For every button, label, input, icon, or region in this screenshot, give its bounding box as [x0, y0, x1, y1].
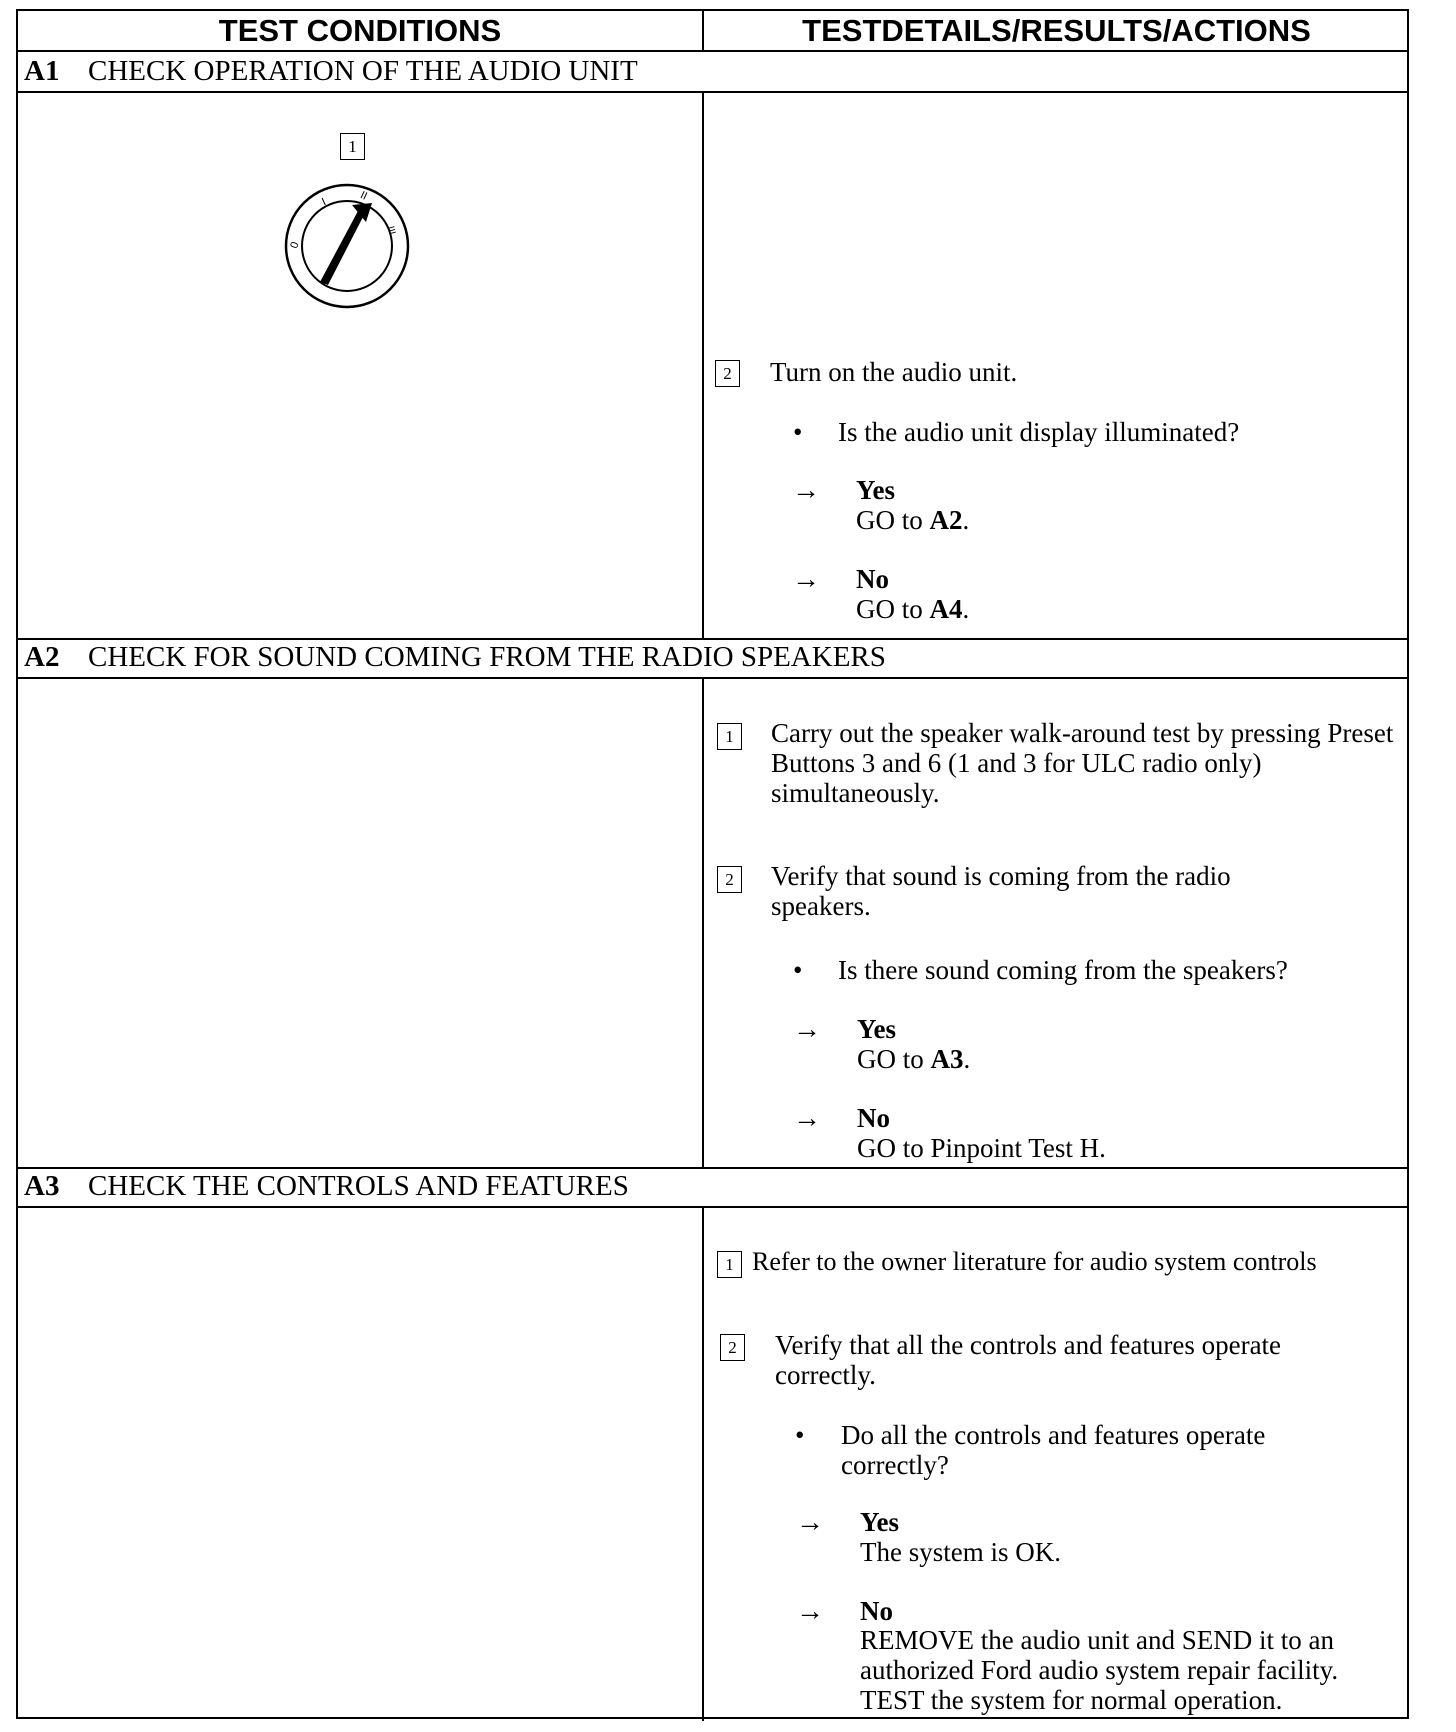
dial-label-1: I: [320, 196, 328, 209]
question-text: Is there sound coming from the speakers?: [838, 955, 1288, 985]
step-text: Turn on the audio unit.: [770, 357, 1018, 387]
arrow-right-icon: →: [792, 475, 820, 506]
step-number-box: 1: [717, 723, 742, 750]
section-id: A1: [24, 55, 60, 87]
section-a3-title-row: [18, 1167, 1407, 1208]
yes-label: Yes: [856, 475, 895, 505]
arrow-right-icon: →: [792, 564, 820, 595]
no-action: GO to A4.: [856, 594, 970, 624]
section-id: A2: [24, 641, 60, 673]
arrow-right-icon: →: [793, 1014, 821, 1045]
section-id: A3: [24, 1170, 60, 1202]
ignition-switch-icon: [282, 181, 412, 311]
step-text: Verify that all the controls and features operate correctly.: [775, 1330, 1282, 1390]
yes-label: Yes: [860, 1507, 899, 1537]
no-action: GO to Pinpoint Test H.: [857, 1133, 1106, 1163]
yes-label: Yes: [857, 1014, 896, 1044]
dial-label-0: 0: [288, 240, 302, 251]
dial-label-3: III: [384, 225, 398, 236]
diagnostic-table: [16, 9, 1409, 1719]
step-number-box: 1: [717, 1251, 742, 1278]
step-number-box: 2: [715, 360, 740, 387]
section-a1-title-row: [18, 52, 1407, 93]
bullet-icon: •: [795, 1420, 805, 1450]
left-step-number-box: 1: [340, 133, 365, 160]
dial-label-2: II: [358, 189, 369, 203]
question-text: Is the audio unit display illuminated?: [838, 417, 1240, 447]
arrow-right-icon: →: [793, 1103, 821, 1134]
step-text: Carry out the speaker walk-around test by pressing Preset Buttons 3 and 6 (1 and 3 for ULC radio only) simultaneously.: [771, 718, 1394, 808]
yes-action: GO to A3.: [857, 1044, 971, 1074]
yes-action: The system is OK.: [860, 1537, 1061, 1567]
question-text: Do all the controls and features operate correctly?: [841, 1420, 1266, 1480]
table-header: [18, 11, 1407, 52]
step-number-box: 2: [717, 866, 742, 893]
no-action: REMOVE the audio unit and SEND it to an authorized Ford audio system repair facility. TEST the system for normal operation.: [860, 1625, 1339, 1715]
step-number-box: 2: [720, 1334, 745, 1361]
section-title: CHECK FOR SOUND COMING FROM THE RADIO SPEAKERS: [88, 641, 886, 673]
step-text: Verify that sound is coming from the radio speakers.: [771, 861, 1231, 921]
header-test-conditions: TEST CONDITIONS: [218, 12, 502, 48]
no-label: No: [857, 1103, 890, 1133]
bullet-icon: •: [793, 417, 803, 447]
header-test-details: TESTDETAILS/RESULTS/ACTIONS: [802, 12, 1311, 48]
section-title: CHECK THE CONTROLS AND FEATURES: [88, 1170, 629, 1202]
bullet-icon: •: [793, 955, 803, 985]
arrow-right-icon: →: [796, 1596, 824, 1627]
yes-action: GO to A2.: [856, 505, 970, 535]
section-title: CHECK OPERATION OF THE AUDIO UNIT: [88, 55, 638, 87]
section-a2-title-row: [18, 638, 1407, 679]
arrow-right-icon: →: [796, 1507, 824, 1538]
no-label: No: [856, 564, 889, 594]
no-label: No: [860, 1596, 893, 1626]
step-text: Refer to the owner literature for audio system controls: [752, 1247, 1317, 1276]
